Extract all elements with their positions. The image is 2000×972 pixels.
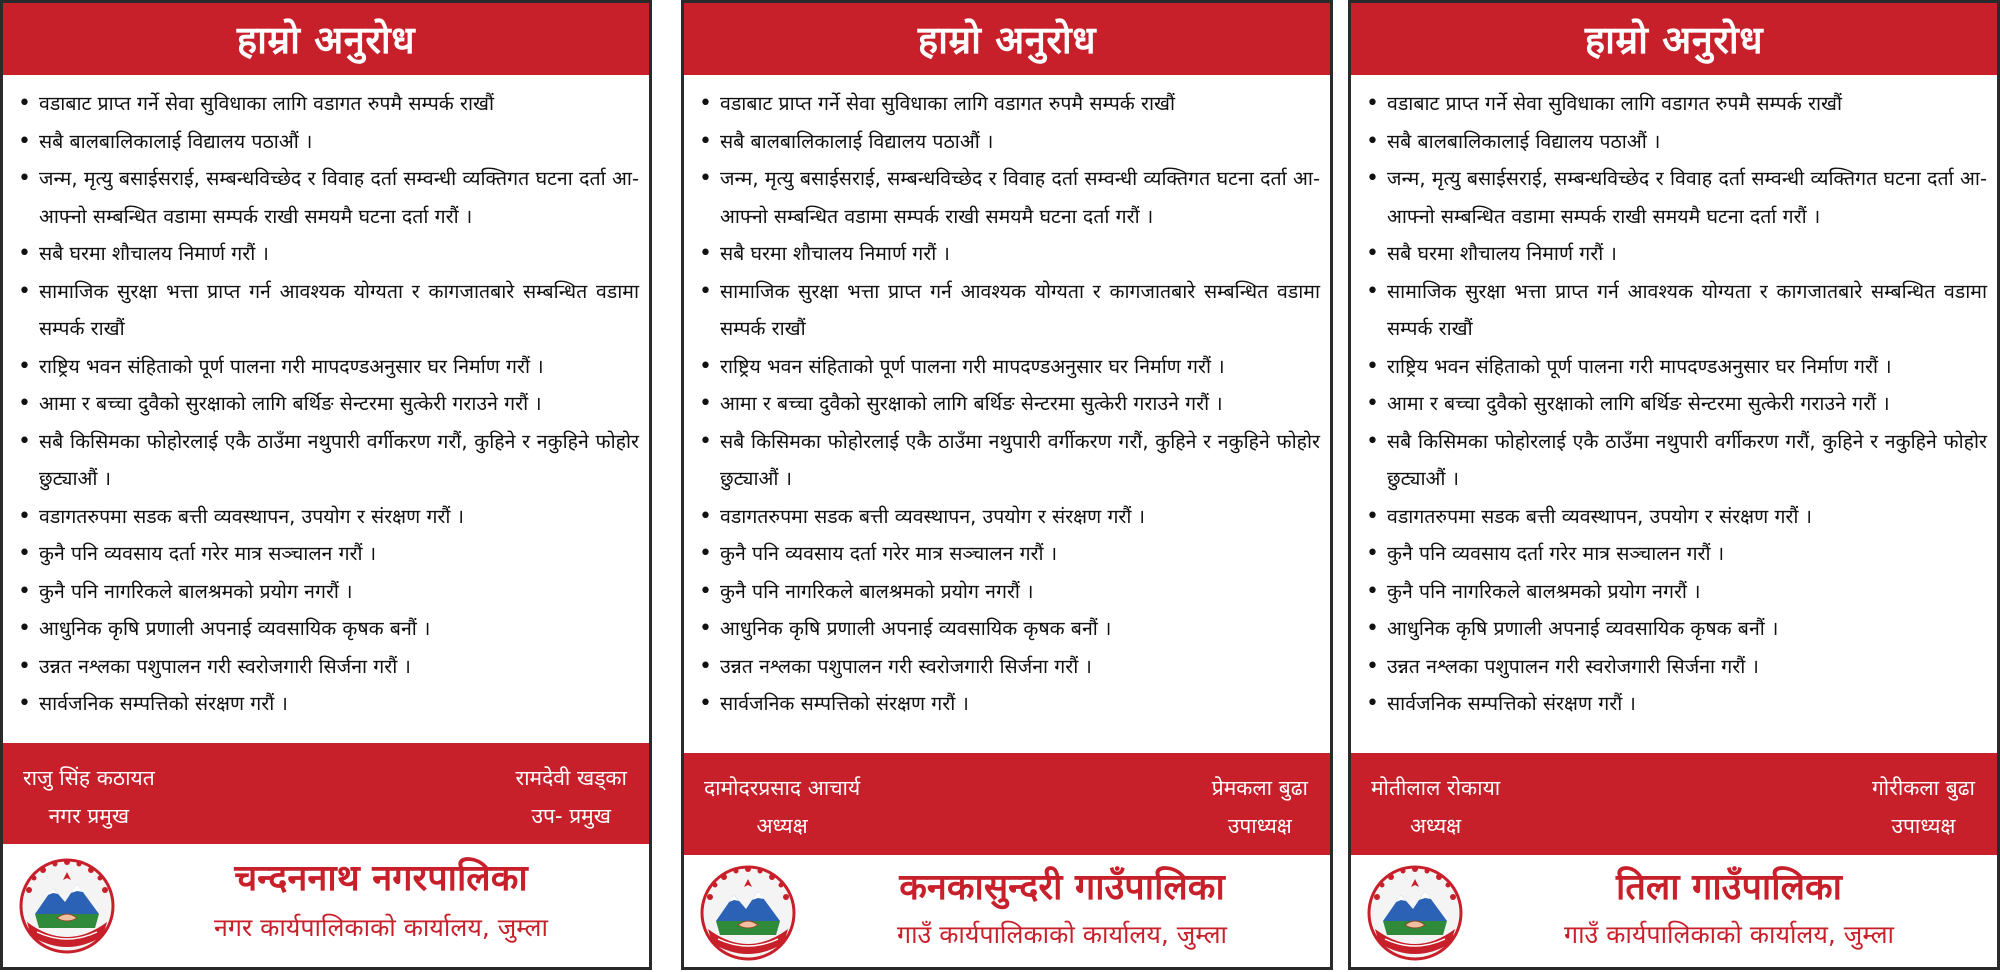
- nepal-emblem-icon: [17, 856, 117, 956]
- bullet-icon: •: [699, 653, 712, 679]
- list-item-text: सामाजिक सुरक्षा भत्ता प्राप्त गर्न आवश्यक योग्यता र कागजातबारे सम्बन्धित वडामा सम्पर्क राखौं: [39, 279, 639, 340]
- list-item: [15, 273, 639, 348]
- official-right: [1872, 769, 1975, 845]
- list-item: [1363, 123, 1987, 161]
- official-right: [515, 759, 627, 835]
- request-list: [1351, 85, 1997, 723]
- bullet-icon: •: [1366, 616, 1379, 641]
- list-item: [1363, 160, 1987, 235]
- org-office: गाउँ कार्यपालिकाको कार्यालय, जुम्ला: [1564, 920, 1894, 949]
- org-office: गाउँ कार्यपालिकाको कार्यालय, जुम्ला: [897, 920, 1227, 949]
- bullet-icon: •: [699, 128, 712, 154]
- list-item: [1363, 648, 1987, 686]
- bullet-icon: •: [18, 428, 31, 454]
- list-item: [1363, 85, 1987, 123]
- bullet-icon: •: [1366, 91, 1379, 116]
- official-left: [23, 759, 155, 835]
- panel-title: हाम्रो अनुरोध: [1584, 18, 1764, 62]
- list-item-text: सबै किसिमका फोहोरलाई एकै ठाउँमा नथुपारी वर्गीकरण गरौं, कुहिने र नकुहिने फोहोर छुट्याऔं ।: [1387, 429, 1987, 490]
- list-item: [696, 573, 1320, 611]
- bullet-icon: •: [699, 616, 712, 641]
- list-item-text: आमा र बच्चा दुवैको सुरक्षाको लागि बर्थिङ सेन्टरमा सुत्केरी गराउने गरौं ।: [1387, 392, 1890, 415]
- official-name: राजु सिंह कठायत: [23, 766, 155, 790]
- list-item: [1363, 385, 1987, 423]
- list-item-text: सबै घरमा शौचालय निमार्ण गरौं ।: [1387, 242, 1617, 265]
- bullet-icon: •: [699, 578, 712, 604]
- official-name: रामदेवी खड्का: [515, 766, 627, 790]
- bullet-icon: •: [18, 128, 31, 154]
- list-item-text: सार्वजनिक सम्पत्तिको संरक्षण गरौं ।: [720, 692, 969, 715]
- list-item: [696, 385, 1320, 423]
- list-item: [696, 535, 1320, 573]
- list-item: [1363, 535, 1987, 573]
- list-item-text: कुनै पनि व्यवसाय दर्ता गरेर मात्र सञ्चालन गरौं ।: [1387, 542, 1725, 565]
- bullet-icon: •: [699, 428, 712, 454]
- list-item-text: उन्नत नश्लका पशुपालन गरी स्वरोजगारी सिर्जना गरौं ।: [39, 654, 411, 678]
- official-title: अध्यक्ष: [756, 814, 808, 838]
- list-item-text: सबै बालबालिकालाई विद्यालय पठाऔं ।: [1387, 129, 1661, 153]
- list-item: [15, 348, 639, 386]
- official-title: उपाध्यक्ष: [1891, 814, 1956, 838]
- bullet-icon: •: [699, 691, 712, 716]
- bullet-icon: •: [699, 541, 712, 566]
- bullet-icon: •: [18, 391, 31, 416]
- list-item: [1363, 685, 1987, 723]
- official-left: [1371, 769, 1500, 845]
- bullet-icon: •: [699, 353, 712, 379]
- bullet-icon: •: [1366, 503, 1379, 529]
- list-item: [1363, 498, 1987, 536]
- panel-title: हाम्रो अनुरोध: [917, 18, 1097, 62]
- list-item-text: सार्वजनिक सम्पत्तिको संरक्षण गरौं ।: [39, 692, 288, 715]
- list-item-text: कुनै पनि नागरिकले बालश्रमको प्रयोग नगरौं ।: [39, 579, 353, 603]
- org-name: कनकासुन्दरी गाउँपालिका: [899, 867, 1225, 908]
- org-office: नगर कार्यपालिकाको कार्यालय, जुम्ला: [214, 913, 548, 942]
- list-item-text: राष्ट्रिय भवन संहिताको पूर्ण पालना गरी मापदण्डअनुसार घर निर्माण गरौं ।: [720, 354, 1225, 378]
- bullet-icon: •: [699, 391, 712, 416]
- list-item-text: आधुनिक कृषि प्रणाली अपनाई व्यवसायिक कृषक बनौं ।: [720, 617, 1112, 640]
- list-item: [15, 235, 639, 273]
- list-item: [1363, 573, 1987, 611]
- list-item: [696, 85, 1320, 123]
- bullet-icon: •: [18, 541, 31, 566]
- panel-header: [684, 3, 1330, 75]
- list-item-text: सार्वजनिक सम्पत्तिको संरक्षण गरौं ।: [1387, 692, 1636, 715]
- list-item: [1363, 273, 1987, 348]
- list-item: [15, 685, 639, 723]
- panel-title: हाम्रो अनुरोध: [236, 18, 416, 62]
- list-item: [15, 498, 639, 536]
- list-item-text: कुनै पनि नागरिकले बालश्रमको प्रयोग नगरौं ।: [720, 579, 1034, 603]
- bullet-icon: •: [1366, 391, 1379, 416]
- bullet-icon: •: [18, 91, 31, 116]
- org-name: तिला गाउँपालिका: [1616, 867, 1842, 908]
- official-right: [1212, 769, 1308, 845]
- notice-panel-chandannath: [0, 0, 652, 970]
- bullet-icon: •: [1366, 166, 1379, 191]
- list-item: [1363, 610, 1987, 648]
- nepal-emblem-icon: [698, 863, 798, 963]
- official-left: [704, 769, 860, 845]
- list-item-text: उन्नत नश्लका पशुपालन गरी स्वरोजगारी सिर्जना गरौं ।: [720, 654, 1092, 678]
- org-name: चन्दननाथ नगरपालिका: [234, 858, 528, 899]
- bullet-icon: •: [699, 241, 712, 266]
- list-item-text: जन्म, मृत्यु बसाईसराई, सम्बन्धविच्छेद र विवाह दर्ता सम्वन्धी व्यक्तिगत घटना दर्ता आ-आफ्नो सम्बन्धित वडामा सम्पर्क राखी समयमै घटना दर्ता गरौं ।: [39, 167, 639, 228]
- list-item-text: कुनै पनि नागरिकले बालश्रमको प्रयोग नगरौं ।: [1387, 579, 1701, 603]
- list-item-text: जन्म, मृत्यु बसाईसराई, सम्बन्धविच्छेद र विवाह दर्ता सम्वन्धी व्यक्तिगत घटना दर्ता आ-आफ्नो सम्बन्धित वडामा सम्पर्क राखी समयमै घटना दर्ता गरौं ।: [720, 167, 1320, 228]
- panel-header: [3, 3, 649, 75]
- list-item: [15, 85, 639, 123]
- official-name: मोतीलाल रोकाया: [1371, 776, 1501, 800]
- bullet-icon: •: [18, 241, 31, 266]
- list-item: [15, 648, 639, 686]
- list-item-text: वडाबाट प्राप्त गर्ने सेवा सुविधाका लागि वडागत रुपमै सम्पर्क राखौं: [39, 92, 495, 115]
- list-item-text: सबै किसिमका फोहोरलाई एकै ठाउँमा नथुपारी वर्गीकरण गरौं, कुहिने र नकुहिने फोहोर छुट्याऔं ।: [720, 429, 1320, 490]
- bullet-icon: •: [1366, 541, 1379, 566]
- list-item-text: सामाजिक सुरक्षा भत्ता प्राप्त गर्न आवश्यक योग्यता र कागजातबारे सम्बन्धित वडामा सम्पर्क राखौं: [1387, 279, 1987, 340]
- list-item-text: कुनै पनि व्यवसाय दर्ता गरेर मात्र सञ्चालन गरौं ।: [720, 542, 1058, 565]
- list-item: [696, 685, 1320, 723]
- list-item-text: राष्ट्रिय भवन संहिताको पूर्ण पालना गरी मापदण्डअनुसार घर निर्माण गरौं ।: [1387, 354, 1892, 378]
- list-item-text: वडागतरुपमा सडक बत्ती व्यवस्थापन, उपयोग र संरक्षण गरौं ।: [720, 504, 1146, 528]
- bullet-icon: •: [18, 616, 31, 641]
- official-title: अध्यक्ष: [1410, 814, 1462, 838]
- list-item-text: सामाजिक सुरक्षा भत्ता प्राप्त गर्न आवश्यक योग्यता र कागजातबारे सम्बन्धित वडामा सम्पर्क राखौं: [720, 279, 1320, 340]
- list-item-text: सबै किसिमका फोहोरलाई एकै ठाउँमा नथुपारी वर्गीकरण गरौं, कुहिने र नकुहिने फोहोर छुट्याऔं ।: [39, 429, 639, 490]
- bullet-icon: •: [699, 91, 712, 116]
- bullet-icon: •: [1366, 128, 1379, 154]
- list-item-text: सबै बालबालिकालाई विद्यालय पठाऔं ।: [720, 129, 994, 153]
- nepal-emblem-icon: [1365, 863, 1465, 963]
- notice-panel-kanakasundari: [681, 0, 1333, 970]
- list-item: [696, 273, 1320, 348]
- bullet-icon: •: [1366, 653, 1379, 679]
- list-item: [15, 160, 639, 235]
- official-title: उप- प्रमुख: [531, 804, 611, 828]
- list-item: [1363, 423, 1987, 498]
- bullet-icon: •: [18, 166, 31, 191]
- list-item: [696, 235, 1320, 273]
- list-item: [15, 610, 639, 648]
- list-item: [696, 123, 1320, 161]
- org-footer: [684, 855, 1330, 967]
- list-item: [15, 573, 639, 611]
- org-footer: [3, 844, 649, 967]
- bullet-icon: •: [1366, 691, 1379, 716]
- bullet-icon: •: [1366, 353, 1379, 379]
- bullet-icon: •: [1366, 278, 1379, 304]
- list-item-text: कुनै पनि व्यवसाय दर्ता गरेर मात्र सञ्चालन गरौं ।: [39, 542, 377, 565]
- bullet-icon: •: [18, 691, 31, 716]
- bullet-icon: •: [18, 578, 31, 604]
- list-item-text: वडाबाट प्राप्त गर्ने सेवा सुविधाका लागि वडागत रुपमै सम्पर्क राखौं: [720, 92, 1176, 115]
- list-item-text: सबै बालबालिकालाई विद्यालय पठाऔं ।: [39, 129, 313, 153]
- list-item-text: उन्नत नश्लका पशुपालन गरी स्वरोजगारी सिर्जना गरौं ।: [1387, 654, 1759, 678]
- list-item: [15, 423, 639, 498]
- list-item-text: आमा र बच्चा दुवैको सुरक्षाको लागि बर्थिङ सेन्टरमा सुत्केरी गराउने गरौं ।: [39, 392, 542, 415]
- list-item-text: आमा र बच्चा दुवैको सुरक्षाको लागि बर्थिङ सेन्टरमा सुत्केरी गराउने गरौं ।: [720, 392, 1223, 415]
- list-item: [15, 123, 639, 161]
- list-item-text: सबै घरमा शौचालय निमार्ण गरौं ।: [39, 242, 269, 265]
- list-item: [15, 385, 639, 423]
- list-item: [696, 648, 1320, 686]
- bullet-icon: •: [18, 278, 31, 304]
- official-name: प्रेमकला बुढा: [1211, 776, 1308, 800]
- officials-bar: [1351, 753, 1997, 855]
- bullet-icon: •: [1366, 578, 1379, 604]
- list-item-text: राष्ट्रिय भवन संहिताको पूर्ण पालना गरी मापदण्डअनुसार घर निर्माण गरौं ।: [39, 354, 544, 378]
- bullet-icon: •: [1366, 241, 1379, 266]
- list-item-text: वडागतरुपमा सडक बत्ती व्यवस्थापन, उपयोग र संरक्षण गरौं ।: [1387, 504, 1813, 528]
- bullet-icon: •: [699, 503, 712, 529]
- list-item: [1363, 235, 1987, 273]
- list-item: [696, 423, 1320, 498]
- officials-bar: [3, 743, 649, 844]
- list-item-text: सबै घरमा शौचालय निमार्ण गरौं ।: [720, 242, 950, 265]
- bullet-icon: •: [699, 278, 712, 304]
- list-item: [696, 498, 1320, 536]
- list-item-text: वडागतरुपमा सडक बत्ती व्यवस्थापन, उपयोग र संरक्षण गरौं ।: [39, 504, 465, 528]
- bullet-icon: •: [18, 503, 31, 529]
- list-item-text: वडाबाट प्राप्त गर्ने सेवा सुविधाका लागि वडागत रुपमै सम्पर्क राखौं: [1387, 92, 1843, 115]
- list-item: [696, 160, 1320, 235]
- list-item: [1363, 348, 1987, 386]
- bullet-icon: •: [1366, 428, 1379, 454]
- list-item-text: आधुनिक कृषि प्रणाली अपनाई व्यवसायिक कृषक बनौं ।: [1387, 617, 1779, 640]
- request-list: [3, 85, 649, 723]
- officials-bar: [684, 753, 1330, 855]
- bullet-icon: •: [18, 353, 31, 379]
- panel-header: [1351, 3, 1997, 75]
- official-title: उपाध्यक्ष: [1227, 814, 1292, 838]
- list-item: [15, 535, 639, 573]
- bullet-icon: •: [699, 166, 712, 191]
- org-footer: [1351, 855, 1997, 967]
- bullet-icon: •: [18, 653, 31, 679]
- request-list: [684, 85, 1330, 723]
- list-item: [696, 610, 1320, 648]
- list-item-text: आधुनिक कृषि प्रणाली अपनाई व्यवसायिक कृषक बनौं ।: [39, 617, 431, 640]
- official-name: दामोदरप्रसाद आचार्य: [704, 776, 861, 800]
- list-item: [696, 348, 1320, 386]
- notice-panel-tila: [1348, 0, 2000, 970]
- official-name: गोरीकला बुढा: [1871, 776, 1975, 800]
- official-title: नगर प्रमुख: [48, 804, 130, 828]
- list-item-text: जन्म, मृत्यु बसाईसराई, सम्बन्धविच्छेद र विवाह दर्ता सम्वन्धी व्यक्तिगत घटना दर्ता आ-आफ्नो सम्बन्धित वडामा सम्पर्क राखी समयमै घटना दर्ता गरौं ।: [1387, 167, 1987, 228]
